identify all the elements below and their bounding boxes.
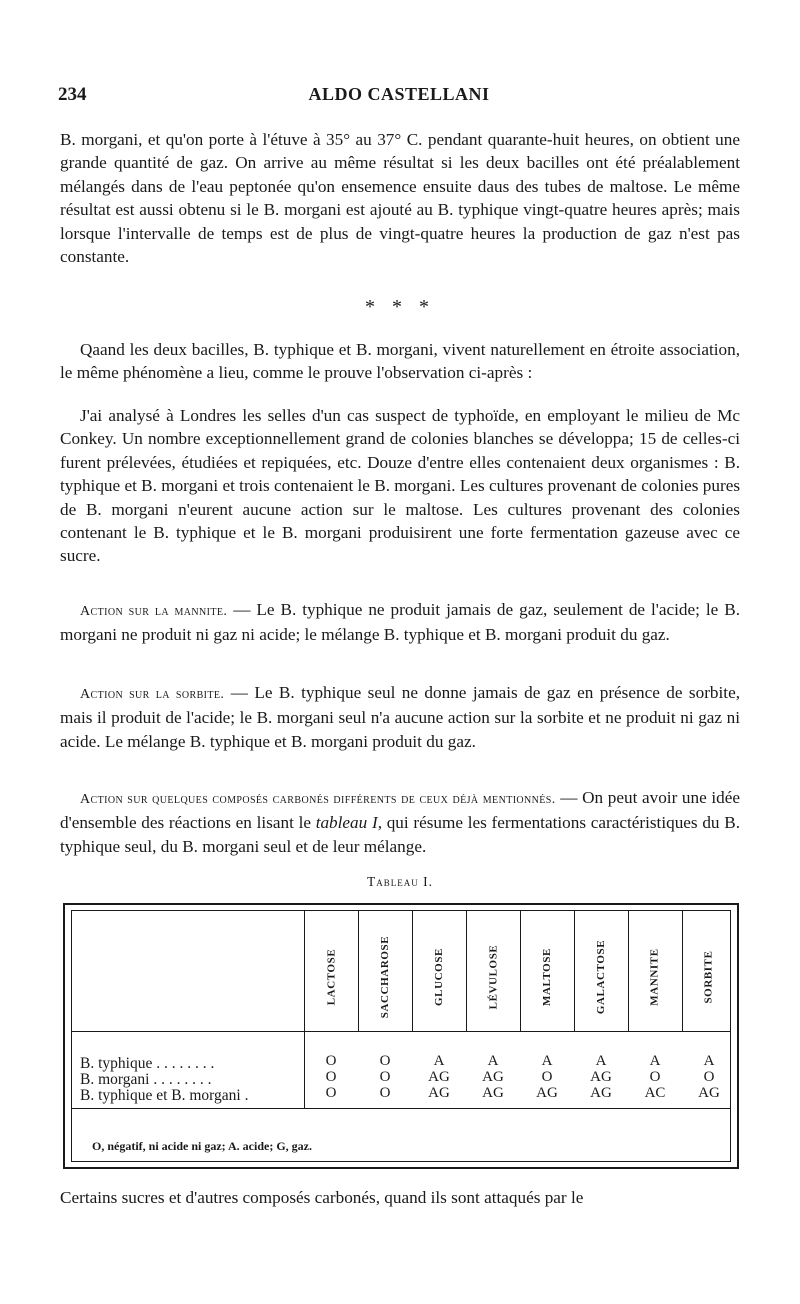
column-header-levulose: LÉVULOSE [487,944,499,1010]
page-number: 234 [58,84,87,105]
table-cell: AG [590,1069,612,1085]
table-cell: A [595,1053,607,1069]
column-header-lactose: LACTOSE [325,948,338,1006]
table-cell: AG [590,1085,612,1101]
column-separator [466,911,467,1031]
table-cell: A [487,1053,499,1069]
paragraph-continuing: Certains sucres et d'autres composés carbonés, quand ils sont attaqués par le [60,1188,584,1207]
table-reference: tableau I [315,813,378,833]
paragraph-other-compounds [60,786,740,858]
table-cell: O [649,1069,661,1085]
paragraph-association: Qaand les deux bacilles, B. typhique et B. morgani, vivent naturellement en étroite association, le même phénomène a lieu, comme le prouve l'observation ci-après : [60,340,740,383]
section-heading-other-compounds: Action sur quelques composés carbonés différents de ceux déjà mentionnés. [80,792,556,807]
paragraph-continuation: B. morgani, et qu'on porte à l'étuve à 35° au 37° C. pendant quarante-huit heures, on obtient une grande quantité de gaz. On arrive au même résultat si les deux bacilles ont été préalablement mélangés dans de l'eau peptonée qu'on ensemence ensuite daus des tubes de maltose. Le même résultat est aussi obtenu si le B. morgani est ajouté au B. typhique vingt-quatre heures après; mais lorsque l'intervalle de temps est de plus de vingt-quatre heures la production de gaz n'est pas constante. [60,130,740,267]
column-separator [412,911,413,1031]
table-cell: O [379,1069,391,1085]
running-head: ALDO CASTELLANI [308,84,490,104]
legend-rule [72,1108,730,1109]
paragraph-other-compounds-text: — On peut avoir une idée d'ensemble des réactions en lisant le [60,788,740,833]
section-heading-sorbite: Action sur la sorbite. [80,687,225,702]
paragraph-other-compounds-text-end: , qui résume les fermentations caractéristiques du B. typhique seul, du B. morgani seul et de leur mélange. [60,813,740,856]
row-label-typhique: B. typhique . . . . . . . . [80,1055,215,1072]
row-label-mixture: B. typhique et B. morgani . [80,1087,249,1104]
column-header-sorbite: SORBITE [703,950,716,1004]
table-cell: AG [482,1069,504,1085]
column-separator [574,911,575,1031]
table-cell: O [379,1053,391,1069]
column-separator [304,911,305,1108]
table-cell: O [379,1085,391,1101]
column-separator [358,911,359,1031]
paragraph-sorbite-text: — Le B. typhique seul ne donne jamais de gaz en présence de sorbite, mais il produit de l'acide; le B. morgani seul n'a aucune action sur la sorbite et ne produit ni gaz ni acide. Le mélange B. typhique et B. morgani produit du gaz. [60,683,740,751]
table-cell: AG [698,1085,720,1101]
table-cell: AG [428,1085,450,1101]
table-legend: O, négatif, ni acide ni gaz; A. acide; G, gaz. [92,1139,312,1153]
column-header-glucose: GLUCOSE [433,948,445,1006]
header-rule [72,1031,730,1032]
table-cell: O [703,1069,715,1085]
row-label-morgani: B. morgani . . . . . . . . [80,1071,212,1088]
table-caption: Tableau I. [367,874,433,889]
table-frame [71,910,731,1162]
column-header-maltose: MALTOSE [541,947,554,1007]
section-separator: * * * [365,296,435,318]
table-cell: O [325,1085,337,1101]
column-separator [628,911,629,1031]
table-cell: O [325,1053,337,1069]
table-cell: AG [482,1085,504,1101]
table-cell: A [649,1053,661,1069]
table-cell: O [541,1069,553,1085]
column-separator [682,911,683,1031]
table-cell: AG [536,1085,558,1101]
paragraph-sorbite [60,681,740,753]
column-header-saccharose: SACCHAROSE [379,935,391,1019]
table-cell: AC [644,1085,666,1101]
table-cell: AG [428,1069,450,1085]
column-header-mannite: MANNITE [649,948,661,1006]
paragraph-mannite [60,598,740,647]
fermentation-table [63,903,739,1169]
table-cell: A [433,1053,445,1069]
paragraph-mannite-text: — Le B. typhique ne produit jamais de gaz, seulement de l'acide; le B. morgani ne produit ni gaz ni acide; le mélange B. typhique et B. morgani produit du gaz. [60,600,740,645]
table-cell: A [541,1053,553,1069]
table-cell: A [703,1053,715,1069]
section-heading-mannite: Action sur la mannite. [80,604,228,619]
column-separator [520,911,521,1031]
column-header-galactose: GALACTOSE [595,939,607,1015]
page-header [58,84,740,110]
table-cell: O [325,1069,337,1085]
paragraph-observation: J'ai analysé à Londres les selles d'un cas suspect de typhoïde, en employant le milieu de Mc Conkey. Un nombre exceptionnellement grand de colonies blanches se développa; 15 de celles-ci furent prélevées, étudiées et repiquées, etc. Douze d'entre elles contenaient deux organismes : B. typhique et B. morgani et trois contenaient le B. morgani. Les cultures provenant de colonies pures de B. morgani n'eurent aucune action sur le maltose. Les cultures provenant des colonies contenant le B. typhique et le B. morgani produisirent une forte fermentation gazeuse avec ce sucre. [60,406,741,566]
